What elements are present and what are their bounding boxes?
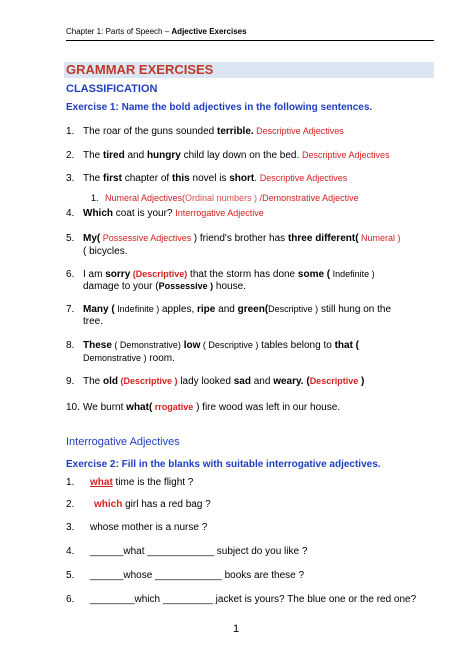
section-banner	[64, 62, 434, 78]
header-topic: Adjective Exercises	[171, 27, 247, 36]
page-number: 1	[233, 623, 240, 635]
sentence-3-annotation: 1. Numeral Adjectives(Ordinal numbers ) /Demonstrative Adjective	[91, 193, 359, 203]
exercise-2-title: Exercise 2: Fill in the blanks with suitable interrogative adjectives.	[66, 459, 381, 470]
header-chapter: Chapter 1: Parts of Speech –	[66, 27, 172, 36]
sentence-2: 2. The tired and hungry child lay down on the bed. Descriptive Adjectives	[66, 150, 390, 161]
sentence-5: 5. My( Possessive Adjectives ) friend's brother has three different( Numeral )	[66, 233, 401, 244]
sentence-3: 3. The first chapter of this novel is short. Descriptive Adjectives	[66, 173, 348, 184]
classification-heading: CLASSIFICATION	[66, 83, 158, 95]
header-rule	[66, 40, 434, 41]
question-3: 3. whose mother is a nurse ?	[66, 522, 208, 533]
question-1: 1. what time is the flight ?	[66, 477, 194, 488]
question-2: 2. which girl has a red bag ?	[66, 499, 211, 510]
answer-2: which	[94, 499, 123, 510]
interrogative-heading: Interrogative Adjectives	[66, 436, 180, 448]
sentence-9: 9. The old (Descriptive ) lady looked sad and weary. (Descriptive )	[66, 376, 365, 387]
sentence-8: 8. These ( Demonstrative) low ( Descriptive ) tables belong to that (	[66, 340, 360, 351]
sentence-7-continued: tree.	[83, 316, 104, 327]
answer-1: what	[90, 477, 113, 488]
sentence-10: 10. We burnt what( rrogative ) fire wood was left in our house.	[66, 402, 341, 413]
page-header	[66, 27, 247, 36]
sentence-1: 1. The roar of the guns sounded terrible. Descriptive Adjectives	[66, 126, 344, 137]
sentence-6-continued: damage to your (Possessive ) house.	[83, 281, 246, 292]
sentence-8-continued: Demonstrative ) room.	[83, 353, 175, 364]
question-6: 6. ________which _________ jacket is yours? The blue one or the red one?	[66, 594, 417, 605]
sentence-5-continued: ( bicycles.	[83, 246, 128, 257]
sentence-7: 7. Many ( Indefinite ) apples, ripe and green(Descriptive ) still hung on the	[66, 304, 392, 315]
exercise-1-title: Exercise 1: Name the bold adjectives in the following sentences.	[66, 102, 373, 113]
question-4: 4. ______what ____________ subject do you like ?	[66, 546, 308, 557]
grammar-title: GRAMMAR EXERCISES	[66, 62, 214, 77]
sentence-4: 4. Which coat is your? Interrogative Adjective	[66, 208, 264, 219]
question-5: 5. ______whose ____________ books are these ?	[66, 570, 305, 581]
sentence-6: 6. I am sorry (Descriptive) that the storm has done some ( Indefinite )	[66, 269, 375, 280]
